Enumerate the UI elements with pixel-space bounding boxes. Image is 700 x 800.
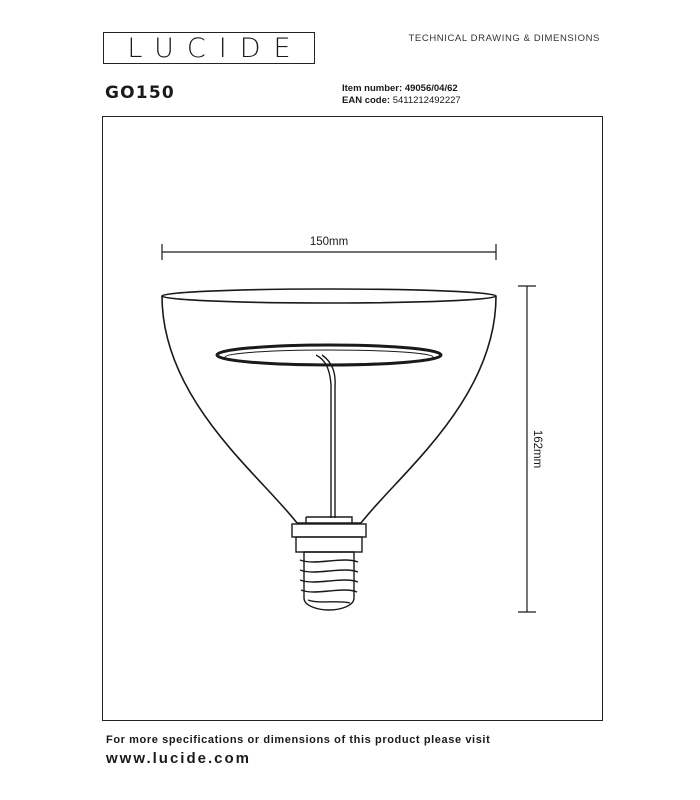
footer-note: For more specifications or dimensions of this product please visit <box>106 734 491 746</box>
bulb-illustration <box>162 289 496 610</box>
bulb-glass <box>162 296 496 523</box>
bulb-neck <box>297 517 361 523</box>
ean-value: 5411212492227 <box>392 95 461 106</box>
bulb-rim <box>162 289 496 303</box>
height-dimension-label: 162mm <box>531 429 543 469</box>
item-number-value: 49056/04/62 <box>404 83 458 94</box>
product-code: GO150 <box>105 83 175 103</box>
width-dimension-label: 150mm <box>309 236 349 248</box>
filament-stem <box>316 355 335 518</box>
document-type: TECHNICAL DRAWING & DIMENSIONS <box>408 33 600 44</box>
item-number-label: Item number: <box>342 83 403 94</box>
logo-text: LUCIDE <box>127 32 304 64</box>
bulb-collar <box>292 524 366 537</box>
website-link[interactable]: www.lucide.com <box>106 750 251 767</box>
screw-base <box>300 552 358 610</box>
ean-label: EAN code: <box>342 95 391 106</box>
